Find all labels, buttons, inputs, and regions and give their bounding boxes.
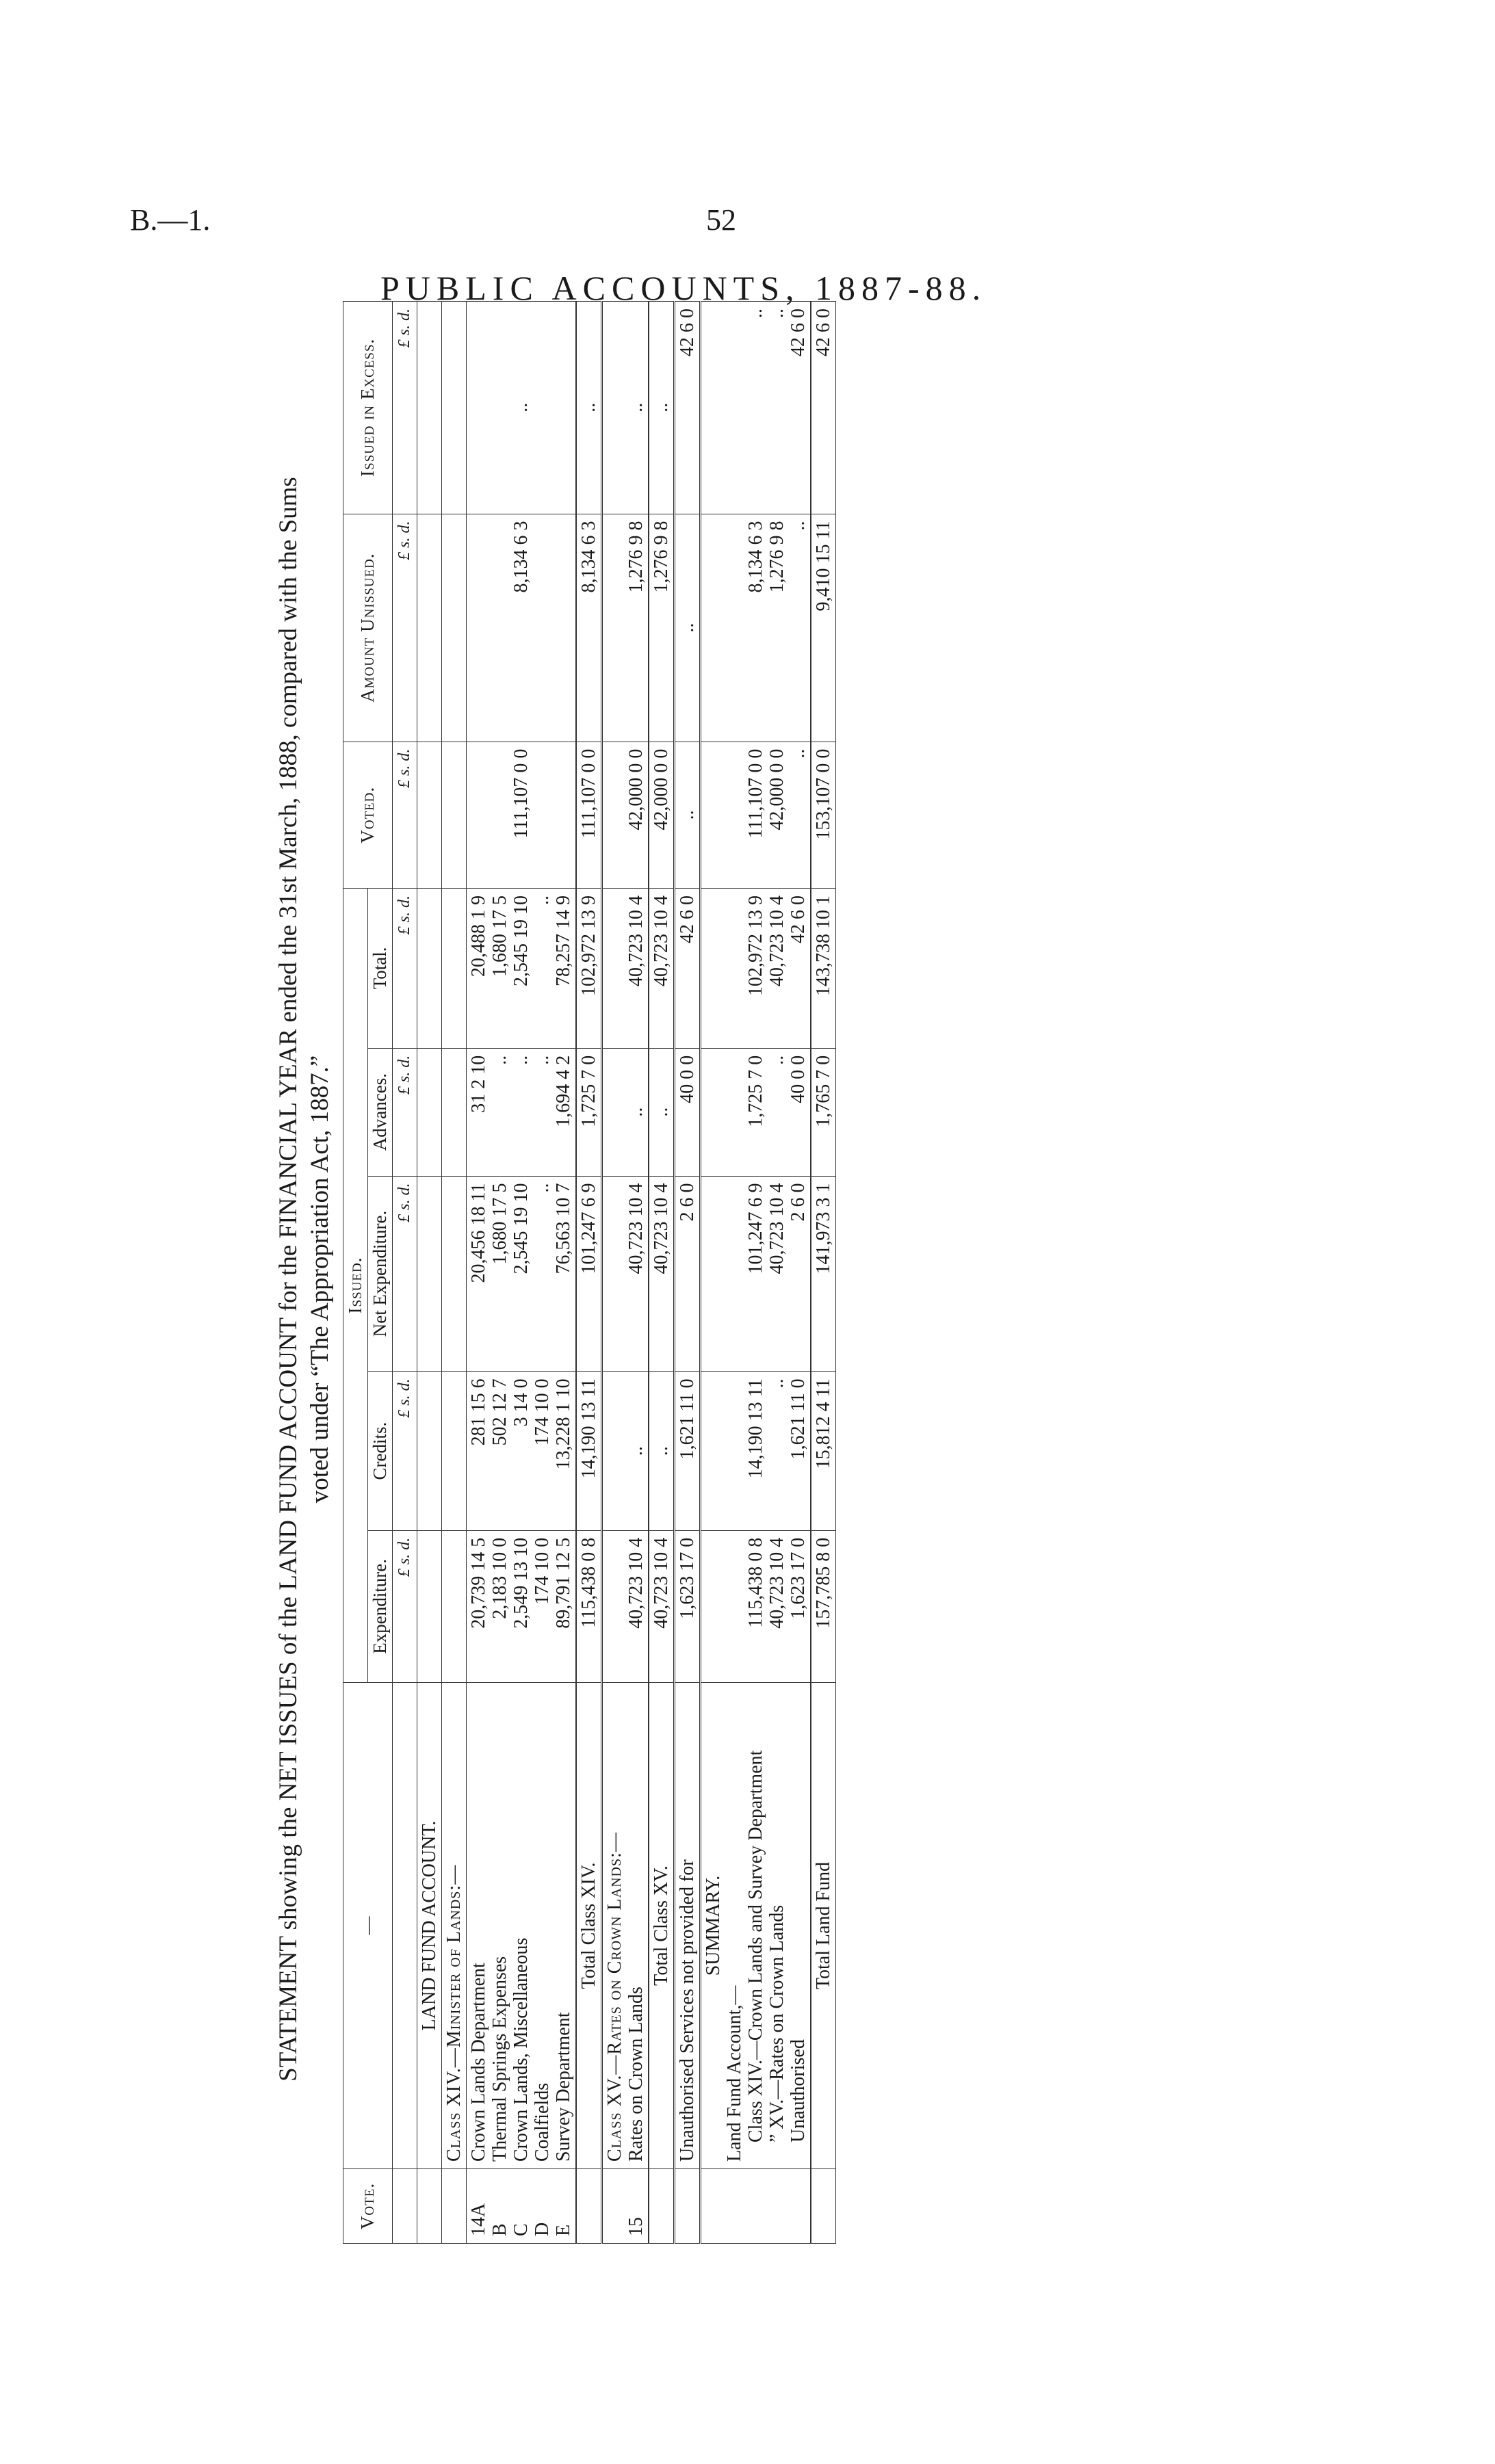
summary-title: SUMMARY. [703,1875,724,1976]
value: .. [532,1183,553,1193]
value: 111,107 0 0 [745,748,766,839]
value: 2 6 0 [675,1176,701,1372]
value: 14,190 13 11 [745,1378,766,1479]
caption-line-2: voted under “The Appropriation Act, 1887.” [306,1055,334,1504]
value: 115,438 0 8 [576,1530,602,1682]
vote-label: E [553,2224,574,2236]
value: 2 6 0 [788,1183,809,1222]
value: 40 0 0 [788,1055,809,1103]
value: 40,723 10 4 [766,1537,788,1629]
header-row-1 [343,302,368,2244]
value: 101,247 6 9 [745,1183,766,1274]
item-name: Rates on Crown Lands [625,1987,647,2162]
value: 40,723 10 4 [766,895,788,986]
value: 20,456 18 11 [468,1183,489,1283]
value: .. [745,309,766,318]
item-name: Class XIV.—Crown Lands and Survey Department [745,1750,766,2142]
total-row [649,302,675,2244]
voted-cell [701,742,811,888]
value: 40,723 10 4 [602,1176,649,1372]
table-row [602,302,649,2244]
item-name: ” XV.—Rates on Crown Lands [766,1904,788,2142]
value: .. [649,1048,675,1176]
issued-header: Issued. [343,888,368,1682]
value: 1,765 7 0 [811,1048,836,1176]
value: 8,134 6 3 [745,521,766,593]
item-name: Coalfields [532,2082,553,2162]
advances-header: Advances. [368,1048,393,1176]
value: 174 10 0 [532,1537,553,1605]
net-expenditure-cell [701,1176,811,1372]
credits-header: Credits. [368,1372,393,1530]
net-expenditure-cell [467,1176,577,1372]
value: 42,000 0 0 [649,742,675,888]
value: 1,680 17 5 [489,895,510,977]
value: 1,276 9 8 [602,514,649,742]
item-name: Unauthorised Services not provided for [675,1683,701,2169]
value: 42,000 0 0 [602,742,649,888]
value: 102,972 13 9 [576,888,602,1048]
value: 40,723 10 4 [766,1183,788,1274]
value: 1,694 4 2 [553,1055,574,1127]
class-heading: Class XIV.—Minister of Lands:— [442,1683,467,2169]
item-name: Thermal Springs Expenses [489,1956,510,2162]
summary-names-cell [701,1683,811,2169]
value: 42 6 0 [788,895,809,943]
caption-line-1: STATEMENT showing the NET ISSUES of the LAND FUND ACCOUNT for the FINANCIAL YEAR ended the 31st March, 1888, compared with the Sums [274,477,302,2082]
value: 8,134 6 3 [576,514,602,742]
value: 2,549 13 10 [510,1537,532,1629]
value: 1,621 11 0 [675,1372,701,1530]
excess-cell: .. [467,302,577,514]
value: .. [510,1055,532,1065]
section-title-row [417,302,442,2244]
unissued-cell [701,514,811,742]
value: 157,785 8 0 [811,1530,836,1682]
expenditure-cell [467,1530,577,1682]
value: 1,623 17 0 [675,1530,701,1682]
net-expenditure-header: Net Expenditure. [368,1176,393,1372]
value: 101,247 6 9 [576,1176,602,1372]
credits-cell [701,1372,811,1530]
value: 1,276 9 8 [649,514,675,742]
value: .. [675,514,701,742]
value: 14,190 13 11 [576,1372,602,1530]
vote-label: B [489,2223,510,2236]
value: .. [766,309,788,318]
value: 42 6 0 [788,309,809,356]
value: 115,438 0 8 [745,1537,766,1628]
currency-label: £ s. d. [393,742,417,888]
table-row [675,302,701,2244]
document-reference: B.—1. [130,203,211,237]
section-title: LAND FUND ACCOUNT. [417,1683,442,2169]
value: 502 12 7 [489,1378,510,1446]
value: 40,723 10 4 [602,888,649,1048]
value: .. [602,1048,649,1176]
vote-cell [467,2169,577,2244]
value: 42,000 0 0 [766,748,788,830]
value: 1,621 11 0 [788,1378,809,1460]
currency-label: £ s. d. [393,888,417,1048]
value: 1,623 17 0 [788,1537,809,1619]
value: 281 15 6 [468,1378,489,1446]
value: 42 6 0 [675,888,701,1048]
value: .. [766,1378,788,1389]
credits-cell [467,1372,577,1530]
vote-label: 14A [468,2203,489,2236]
currency-label: £ s. d. [393,514,417,742]
value: 1,725 7 0 [745,1055,766,1127]
item-name: Crown Lands Department [468,1963,489,2162]
expenditure-cell [701,1530,811,1682]
value: 15,812 4 11 [811,1372,836,1530]
class-heading-row [442,302,467,2244]
vote-label: D [532,2222,553,2236]
value: .. [675,742,701,888]
land-fund-table [343,301,836,2244]
description-header: — [343,1683,393,2169]
value: 2,183 10 0 [489,1537,510,1619]
page-number: 52 [706,203,736,237]
advances-cell [701,1048,811,1176]
advances-cell [467,1048,577,1176]
voted-cell: 111,107 0 0 [467,742,577,888]
currency-label: £ s. d. [393,1176,417,1372]
currency-label: £ s. d. [393,302,417,514]
value: 78,257 14 9 [553,895,574,986]
value: .. [532,1055,553,1065]
item-name: Crown Lands, Miscellaneous [510,1937,532,2162]
currency-label: £ s. d. [393,1048,417,1176]
value: .. [788,748,809,759]
value: 42 6 0 [811,302,836,514]
total-cell [701,888,811,1048]
statement-caption [272,301,336,2257]
value: 174 10 0 [532,1378,553,1446]
vote-label: C [510,2223,532,2236]
item-names-cell [467,1683,577,2169]
value: 102,972 13 9 [745,895,766,996]
table-row [701,302,811,2244]
total-row [576,302,602,2244]
value: 40,723 10 4 [649,1530,675,1682]
value: 31 2 10 [468,1055,489,1113]
total-label: Total Land Fund [811,1683,836,2169]
currency-label: £ s. d. [393,1530,417,1682]
value: .. [602,1372,649,1530]
value: .. [649,302,675,514]
value: 40 0 0 [675,1048,701,1176]
value: 2,545 19 10 [510,1183,532,1274]
voted-header: Voted. [343,742,393,888]
value: 42 6 0 [675,302,701,514]
value: 9,410 15 11 [811,514,836,742]
value: 20,739 14 5 [468,1537,489,1629]
value: 2,545 19 10 [510,895,532,986]
item-name: Survey Department [553,2012,574,2162]
unissued-header: Amount Unissued. [343,514,393,742]
unissued-cell: 8,134 6 3 [467,514,577,742]
value: 3 14 0 [510,1378,532,1427]
value: .. [602,302,649,514]
total-row [811,302,836,2244]
excess-header: Issued in Excess. [343,302,393,514]
item-name: Unauthorised [788,2039,809,2142]
total-header: Total. [368,888,393,1048]
currency-label: £ s. d. [393,1372,417,1530]
value: 76,563 10 7 [553,1183,574,1274]
value: 143,738 10 1 [811,888,836,1048]
value: 40,723 10 4 [649,1176,675,1372]
value: .. [489,1055,510,1065]
vote-label: 15 [602,2169,649,2244]
currency-row [393,302,417,2244]
expenditure-header: Expenditure. [368,1530,393,1682]
value: 13,228 1 10 [553,1378,574,1470]
value: .. [649,1372,675,1530]
value: 141,973 3 1 [811,1176,836,1372]
value: .. [788,521,809,531]
summary-heading: Land Fund Account,— [724,1985,745,2162]
value: 153,107 0 0 [811,742,836,888]
total-label: Total Class XV. [649,1683,675,2169]
value: 1,725 7 0 [576,1048,602,1176]
total-label: Total Class XIV. [576,1683,602,2169]
value: 40,723 10 4 [602,1530,649,1682]
table-row [467,302,577,2244]
value: 89,791 12 5 [553,1537,574,1629]
page-title: PUBLIC ACCOUNTS, 1887-88. [380,269,987,307]
total-cell [467,888,577,1048]
item-names-cell [602,1683,649,2169]
rotated-statement [272,301,1216,2257]
value: 1,276 9 8 [766,521,788,593]
value: .. [576,302,602,514]
value: 111,107 0 0 [576,742,602,888]
value: .. [532,895,553,905]
value: 20,488 1 9 [468,895,489,977]
class-heading: Class XV.—Rates on Crown Lands:— [604,1832,625,2162]
vote-header: Vote. [343,2169,393,2244]
excess-cell [701,302,811,514]
value: .. [766,1055,788,1065]
value: 1,680 17 5 [489,1183,510,1265]
value: 40,723 10 4 [649,888,675,1048]
